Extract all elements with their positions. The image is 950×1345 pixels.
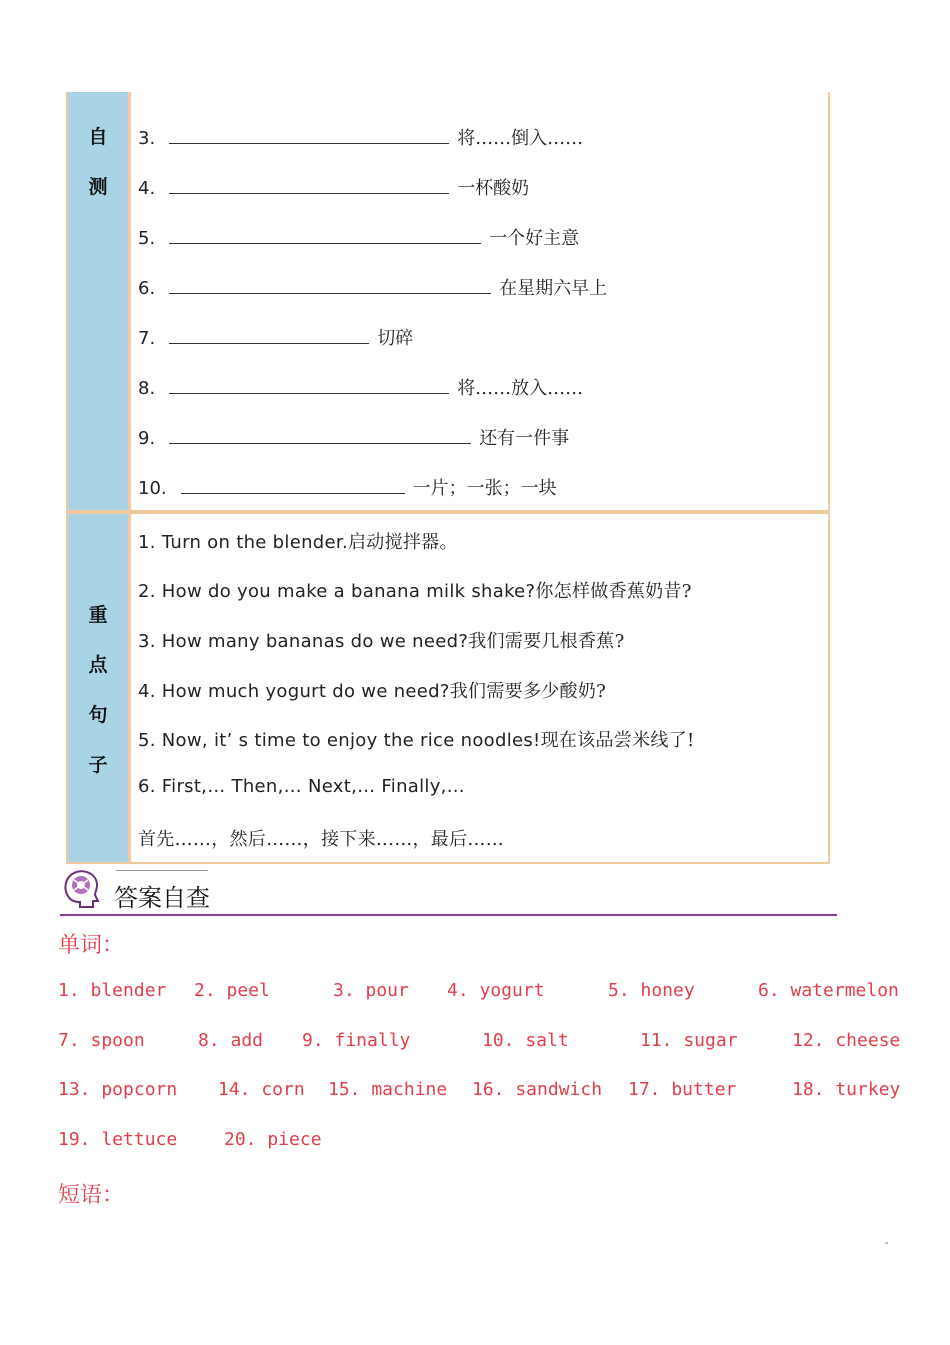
side-label-char: 重 <box>88 604 108 626</box>
answer-word: 20. piece <box>224 1129 322 1150</box>
answer-word: 8. add <box>198 1030 264 1051</box>
key-sentence <box>138 726 695 752</box>
self-test-row <box>138 124 583 150</box>
chinese-meaning: 将……倒入…… <box>457 128 584 149</box>
answer-blank[interactable] <box>169 279 491 294</box>
item-number: 8. <box>138 378 156 399</box>
key-sentence <box>138 577 692 603</box>
answer-word: 17. butter <box>628 1079 737 1100</box>
answer-word: 9. finally <box>302 1030 411 1051</box>
answer-blank[interactable] <box>169 379 449 394</box>
chinese-meaning: 一片；一张；一块 <box>412 478 557 499</box>
answer-word: 16. sandwich <box>472 1079 603 1100</box>
side-label-char: 测 <box>88 176 108 198</box>
key-sentence <box>138 528 458 554</box>
answer-word: 14. corn <box>218 1079 305 1100</box>
sentence-english: 3. How many bananas do we need? <box>138 631 469 652</box>
answer-blank[interactable] <box>181 479 405 494</box>
answer-blank[interactable] <box>169 129 449 144</box>
sentence-english: 2. How do you make a banana milk shake? <box>138 581 536 602</box>
key-sentence <box>138 677 606 703</box>
key-sentence <box>138 627 625 653</box>
answer-word: 11. sugar <box>640 1030 738 1051</box>
side-label-char: 句 <box>88 704 108 726</box>
answer-blank[interactable] <box>169 429 471 444</box>
words-section-label: 单词： <box>58 933 125 958</box>
sentence-chinese: 启动搅拌器。 <box>347 532 458 553</box>
self-test-row <box>138 474 557 500</box>
item-number: 9. <box>138 428 156 449</box>
answer-word: 3. pour <box>333 980 409 1001</box>
answer-word: 15. machine <box>328 1079 448 1100</box>
chinese-meaning: 一杯酸奶 <box>457 178 530 199</box>
answer-word: 10. salt <box>482 1030 569 1051</box>
answer-word: 19. lettuce <box>58 1129 178 1150</box>
brain-head-icon <box>60 868 102 910</box>
answer-blank[interactable] <box>169 179 449 194</box>
answer-section-header <box>60 866 837 916</box>
self-test-row <box>138 324 413 350</box>
chinese-meaning: 在星期六早上 <box>499 278 608 299</box>
page-mark: ˜ <box>884 1242 889 1253</box>
chinese-meaning: 一个好主意 <box>489 228 580 249</box>
chinese-meaning: 还有一件事 <box>479 428 570 449</box>
answer-blank[interactable] <box>169 229 481 244</box>
sentence-chinese: 我们需要多少酸奶? <box>449 681 607 702</box>
chinese-meaning: 将……放入…… <box>457 378 584 399</box>
answer-word: 1. blender <box>58 980 167 1001</box>
sentence-english: 1. Turn on the blender. <box>138 532 348 553</box>
key-sentence <box>138 776 465 797</box>
self-test-row <box>138 424 569 450</box>
self-test-row <box>138 224 579 250</box>
item-number: 6. <box>138 278 156 299</box>
chinese-meaning: 切碎 <box>377 328 414 349</box>
sentence-english: 5. Now, it’ s time to enjoy the rice noodles! <box>138 730 541 751</box>
item-number: 10. <box>138 478 167 499</box>
sentence-chinese: 你怎样做香蕉奶昔? <box>535 581 692 602</box>
key-sentences-side-column <box>68 514 130 862</box>
sentence-english: 4. How much yogurt do we need? <box>138 681 450 702</box>
sentence-chinese: 现在该品尝米线了! <box>540 730 695 751</box>
item-number: 5. <box>138 228 156 249</box>
item-number: 4. <box>138 178 156 199</box>
answer-blank[interactable] <box>169 329 369 344</box>
answer-word: 13. popcorn <box>58 1079 178 1100</box>
item-number: 3. <box>138 128 156 149</box>
answer-word: 18. turkey <box>792 1079 901 1100</box>
key-sentence <box>138 825 504 851</box>
self-test-row <box>138 174 529 200</box>
self-test-side-column <box>68 92 130 510</box>
self-test-row <box>138 274 607 300</box>
sentence-chinese: 我们需要几根香蕉? <box>468 631 625 652</box>
side-label-char: 子 <box>88 754 108 776</box>
answer-word: 6. watermelon <box>758 980 899 1001</box>
answer-title: 答案自查 <box>114 884 210 912</box>
item-number: 7. <box>138 328 156 349</box>
answer-word: 12. cheese <box>792 1030 901 1051</box>
answer-word: 4. yogurt <box>447 980 545 1001</box>
phrases-section-label: 短语： <box>58 1183 125 1208</box>
sentence-chinese: 首先……，然后……，接下来……，最后…… <box>138 829 504 850</box>
side-label-char: 点 <box>88 654 108 676</box>
answer-word: 2. peel <box>194 980 270 1001</box>
answer-word: 7. spoon <box>58 1030 145 1051</box>
sentence-english: 6. First,… Then,… Next,… Finally,… <box>138 776 465 797</box>
answer-word: 5. honey <box>608 980 695 1001</box>
side-label-char: 自 <box>88 126 108 148</box>
self-test-row <box>138 374 583 400</box>
